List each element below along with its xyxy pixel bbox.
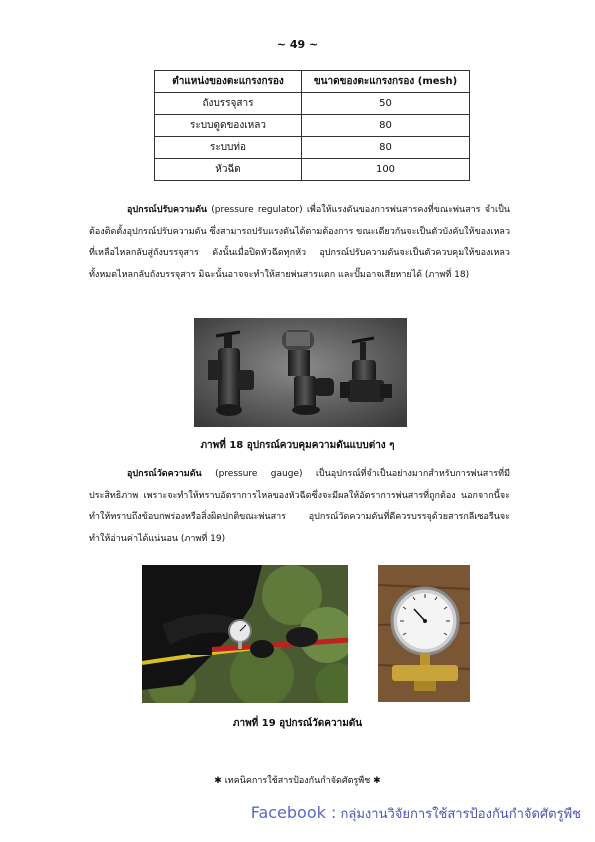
- spraying-gauge-photo: [142, 565, 348, 703]
- facebook-label: Facebook :: [250, 803, 337, 822]
- figure-18-caption: ภาพที่ 18 อุปกรณ์ควบคุมความดันแบบต่าง ๆ: [200, 440, 395, 451]
- footer-facebook-link[interactable]: [251, 803, 581, 824]
- table-cell: 80: [302, 115, 470, 137]
- paragraph-text: (pressure gauge) เป็นอุปกรณ์ที่จำเป็นอย่างมากสำหรับการพ่นสารที่มีประสิทธิภาพ เพราะจะทำให้ทราบอัตราการไหลของหัวฉีดซึ่งจะมีผลให้อัตราการพ่นสารที่ถูกต้อง นอกจากนี้จะทำให้ทราบถึงข้อบกพร่องหรือสิ่งผิดปกติขณะพ่นสาร อุปกรณ์วัดความดันที่ดีควรบรรจุด้วยสารกลีเซอรีนจะทำให้อ่านค่าได้แน่นอน (ภาพที่ 19): [89, 469, 510, 544]
- table-cell: 50: [302, 93, 470, 115]
- facebook-group-name: กลุ่มงานวิจัยการใช้สารป้องกันกำจัดศัตรูพืช: [340, 807, 581, 822]
- table-cell: หัวฉีด: [155, 159, 302, 181]
- page-number: ~ 49 ~: [276, 38, 319, 51]
- table-cell: 80: [302, 137, 470, 159]
- table-row: [155, 159, 470, 181]
- table-cell: ระบบดูดของเหลว: [155, 115, 302, 137]
- table-row: [155, 137, 470, 159]
- table-row: [155, 93, 470, 115]
- figure-19-caption: ภาพที่ 19 อุปกรณ์วัดความดัน: [232, 718, 363, 729]
- paragraph-text: (pressure regulator) เพื่อให้แรงดันของการพ่นสารคงที่ขณะพ่นสาร จำเป็นต้องติดตั้งอุปกรณ์ปรับความดัน ซึ่งสามารถปรับแรงดันได้ตามต้องการ ขณะเดียวกันจะเป็นตัวบังคับให้ของเหลวที่เหลือไหลกลับสู่ถังบรรจุสาร ดังนั้นเมื่อปิดหัวฉีดทุกหัว อุปกรณ์ปรับความดันจะเป็นตัวควบคุมให้ของเหลวทั้งหมดไหลกลับถังบรรจุสาร มิฉะนั้นอาจจะทำให้สายพ่นสารแตก และปั๊มอาจเสียหายได้ (ภาพที่ 18): [89, 205, 510, 280]
- table-header-row: [155, 71, 470, 93]
- pressure-regulators-photo: [194, 318, 407, 427]
- paragraph-pressure-regulator: [89, 200, 510, 286]
- pressure-gauge-closeup-photo: [378, 565, 470, 702]
- table-cell: ถังบรรจุสาร: [155, 93, 302, 115]
- paragraph-title: อุปกรณ์วัดความดัน: [127, 469, 202, 479]
- table-header-cell: ขนาดของตะแกรงกรอง (mesh): [302, 71, 470, 93]
- table-cell: 100: [302, 159, 470, 181]
- table-header-cell: ตำแหน่งของตะแกรงกรอง: [155, 71, 302, 93]
- table-cell: ระบบท่อ: [155, 137, 302, 159]
- footer-book-title: ✱ เทคนิคการใช้สารป้องกันกำจัดศัตรูพืช ✱: [214, 776, 381, 786]
- paragraph-pressure-gauge: [89, 464, 510, 550]
- table-row: [155, 115, 470, 137]
- paragraph-title: อุปกรณ์ปรับความดัน: [127, 205, 208, 215]
- filter-mesh-table: [154, 70, 470, 181]
